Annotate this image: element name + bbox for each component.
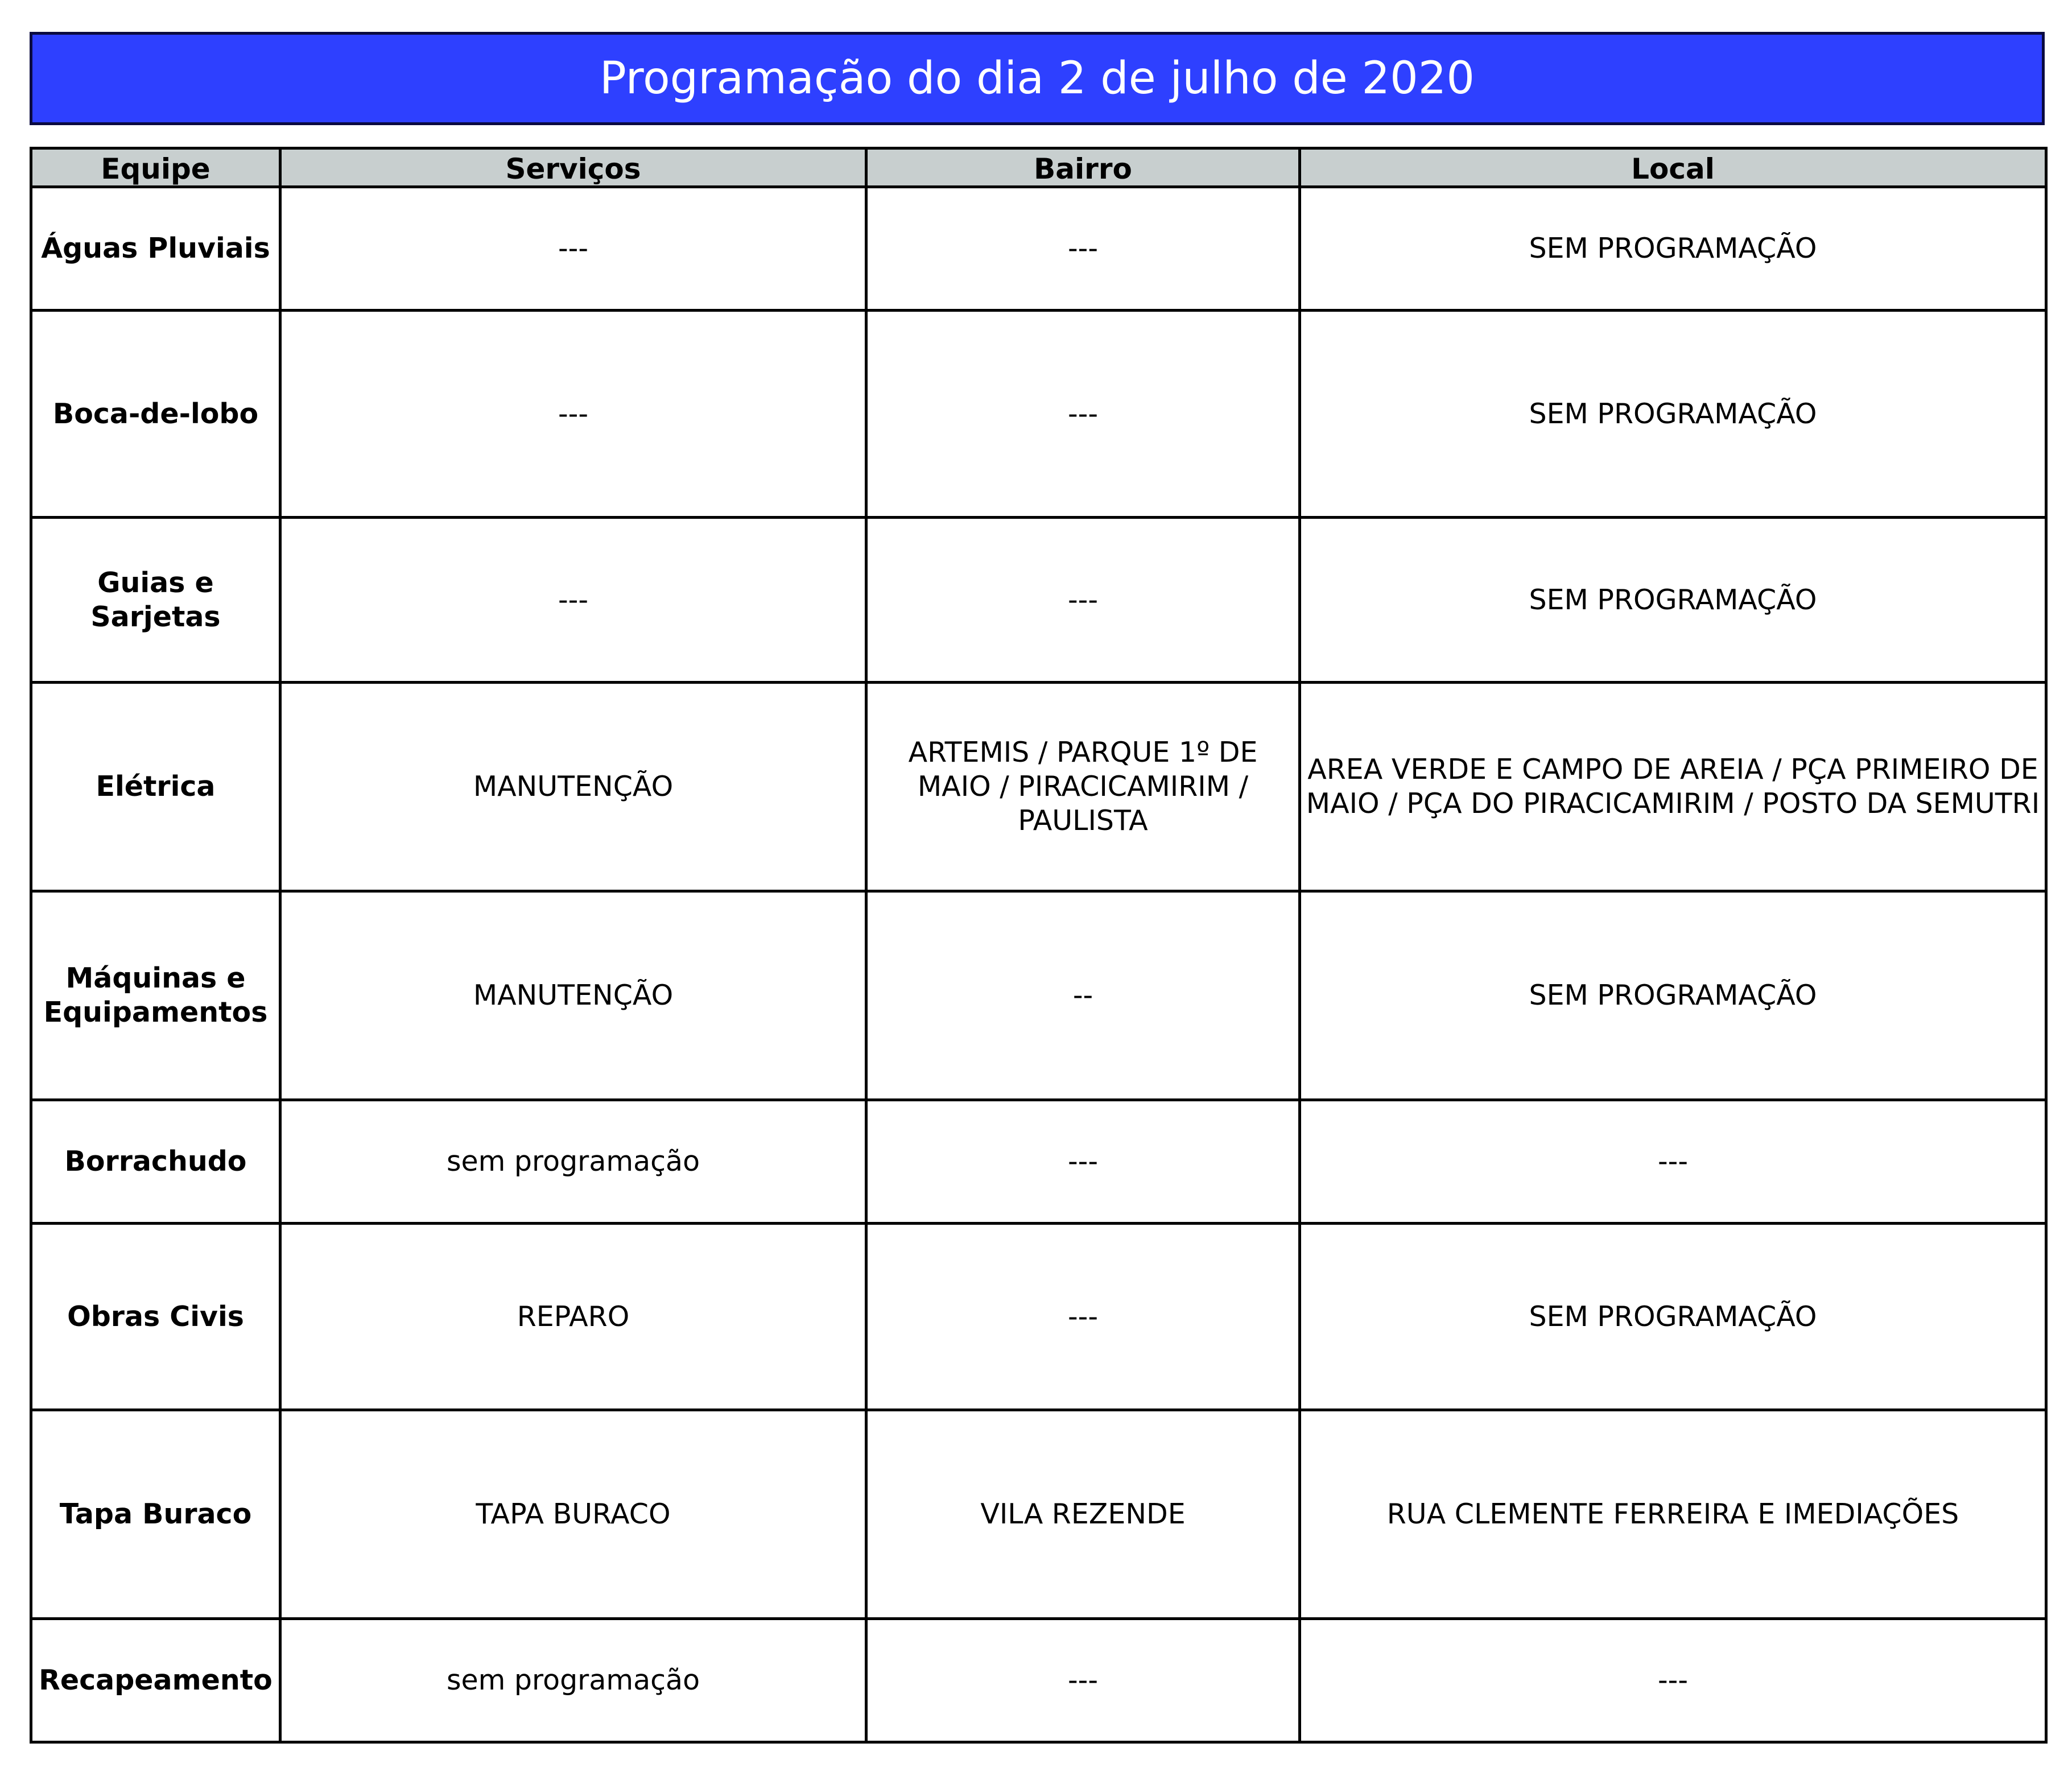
neighborhood-cell: ---	[866, 1100, 1300, 1224]
team-cell: Elétrica	[31, 683, 280, 891]
table-row	[31, 1410, 2046, 1619]
team-cell: Boca-de-lobo	[31, 311, 280, 518]
neighborhood-cell: ---	[866, 1619, 1300, 1742]
header-neighborhood: Bairro	[866, 148, 1300, 187]
page-title: Programação do dia 2 de julho de 2020	[599, 53, 1475, 104]
location-cell: SEM PROGRAMAÇÃO	[1300, 518, 2046, 683]
services-cell: MANUTENÇÃO	[280, 683, 866, 891]
neighborhood-cell: VILA REZENDE	[866, 1410, 1300, 1619]
table-row	[31, 311, 2046, 518]
neighborhood-cell: --	[866, 891, 1300, 1100]
team-cell: Máquinas e Equipamentos	[31, 891, 280, 1100]
location-cell: SEM PROGRAMAÇÃO	[1300, 311, 2046, 518]
neighborhood-cell: ARTEMIS / PARQUE 1º DE MAIO / PIRACICAMIRIM / PAULISTA	[866, 683, 1300, 891]
schedule-table	[30, 147, 2048, 1744]
location-cell: RUA CLEMENTE FERREIRA E IMEDIAÇÕES	[1300, 1410, 2046, 1619]
team-cell: Guias e Sarjetas	[31, 518, 280, 683]
location-cell: SEM PROGRAMAÇÃO	[1300, 187, 2046, 311]
location-cell: ---	[1300, 1619, 2046, 1742]
table-row	[31, 187, 2046, 311]
services-cell: ---	[280, 187, 866, 311]
title-banner	[30, 32, 2045, 125]
team-cell: Tapa Buraco	[31, 1410, 280, 1619]
table-row	[31, 518, 2046, 683]
neighborhood-cell: ---	[866, 187, 1300, 311]
header-team: Equipe	[31, 148, 280, 187]
table-row	[31, 1100, 2046, 1224]
table-header-row	[31, 148, 2046, 187]
location-cell: AREA VERDE E CAMPO DE AREIA / PÇA PRIMEIRO DE MAIO / PÇA DO PIRACICAMIRIM / POSTO DA SEMUTRI	[1300, 683, 2046, 891]
team-cell: Borrachudo	[31, 1100, 280, 1224]
services-cell: MANUTENÇÃO	[280, 891, 866, 1100]
header-location: Local	[1300, 148, 2046, 187]
neighborhood-cell: ---	[866, 518, 1300, 683]
services-cell: sem programação	[280, 1100, 866, 1224]
team-cell: Recapeamento	[31, 1619, 280, 1742]
services-cell: ---	[280, 311, 866, 518]
services-cell: TAPA BURACO	[280, 1410, 866, 1619]
location-cell: SEM PROGRAMAÇÃO	[1300, 891, 2046, 1100]
services-cell: REPARO	[280, 1224, 866, 1410]
location-cell: SEM PROGRAMAÇÃO	[1300, 1224, 2046, 1410]
header-services: Serviços	[280, 148, 866, 187]
neighborhood-cell: ---	[866, 311, 1300, 518]
services-cell: sem programação	[280, 1619, 866, 1742]
table-row	[31, 683, 2046, 891]
table-row	[31, 1224, 2046, 1410]
team-cell: Águas Pluviais	[31, 187, 280, 311]
table-row	[31, 891, 2046, 1100]
location-cell: ---	[1300, 1100, 2046, 1224]
team-cell: Obras Civis	[31, 1224, 280, 1410]
neighborhood-cell: ---	[866, 1224, 1300, 1410]
services-cell: ---	[280, 518, 866, 683]
table-row	[31, 1619, 2046, 1742]
